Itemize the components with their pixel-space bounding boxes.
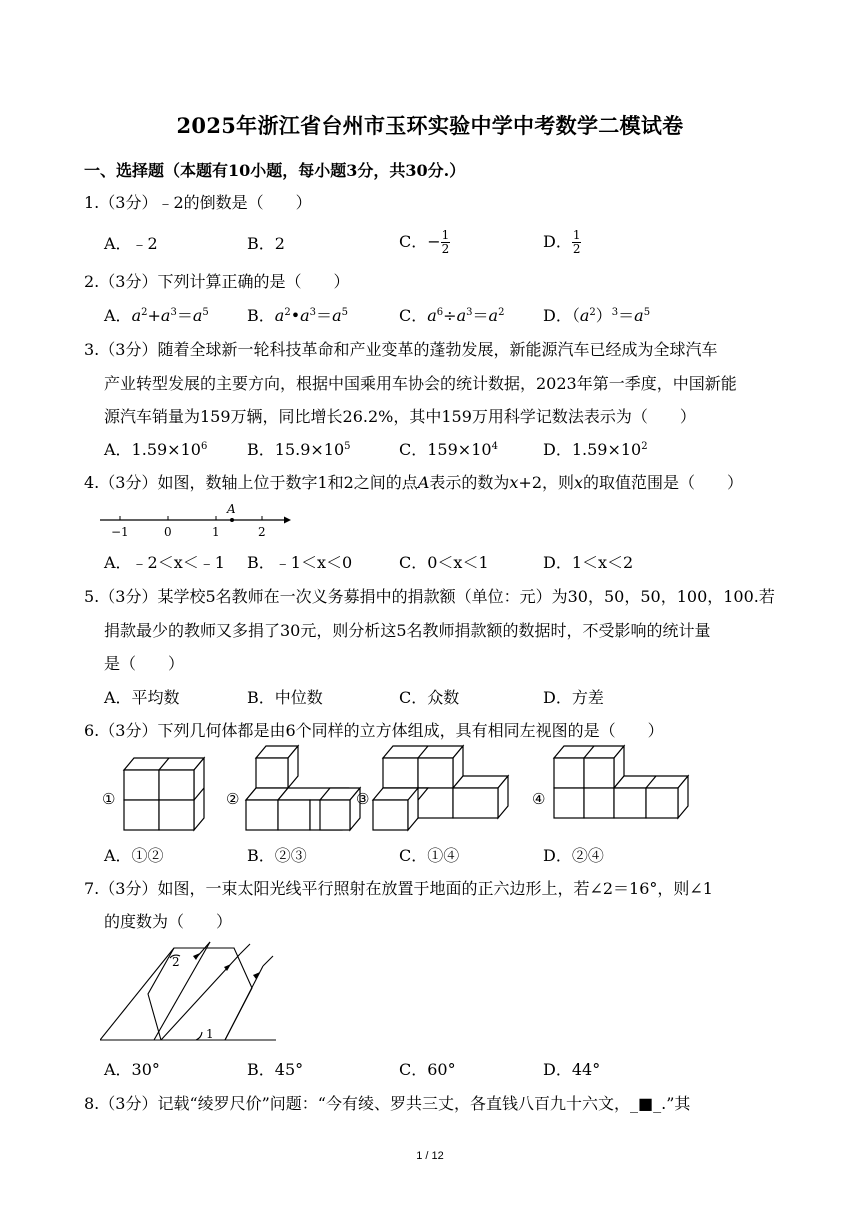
q7-option-c: C．60° — [399, 1060, 456, 1079]
figure-label-2: ② — [226, 790, 240, 808]
number-line-figure — [98, 500, 298, 540]
question-6-stem: 6.（3分）下列几何体都是由6个同样的立方体组成，具有相同左视图的是（ ） — [84, 721, 664, 740]
question-1-stem: 1.（3分）﹣2的倒数是（ ） — [84, 193, 312, 212]
q2-option-a: A．$a^2+a^3=a^5$ — [104, 306, 209, 325]
q5-option-c: C．众数 — [399, 688, 460, 707]
point-a-label: A — [227, 502, 236, 516]
cube-figures — [98, 742, 698, 834]
hexagon-sunlight-figure — [100, 940, 280, 1045]
q1-option-d: D． $\frac{1}{2}$ — [543, 228, 581, 256]
q7-option-b: B．45° — [247, 1060, 304, 1079]
q3-option-a: A．$1.59\times 10^6$ — [104, 440, 208, 459]
q2-option-c: C．$a^6\div a^3=a^2$ — [399, 306, 505, 325]
question-7-line1: 7.（3分）如图，一束太阳光线平行照射在放置于地面的正六边形上，若∠2＝16°，则∠1 — [84, 879, 713, 898]
q7-option-d: D．44° — [543, 1060, 601, 1079]
section-heading: 一、选择题（本题有10小题，每小题3分，共30分.） — [84, 161, 466, 180]
page-title: 2025年浙江省台州市玉环实验中学中考数学二模试卷 — [176, 113, 684, 138]
figure-label-1: ① — [102, 790, 116, 808]
q4-option-b: B．﹣1＜x＜0 — [247, 553, 353, 572]
figure-label-4: ④ — [532, 790, 546, 808]
question-5-line1: 5.（3分）某学校5名教师在一次义务募捐中的捐款额（单位：元）为30，50，50，100，100.若 — [84, 587, 775, 606]
figure-label-3: ③ — [356, 790, 370, 808]
tick-label: −1 — [111, 525, 129, 539]
tick-label: 0 — [164, 525, 172, 539]
q3-option-c: C．$159\times 10^4$ — [399, 440, 498, 459]
q4-option-a: A．﹣2＜x＜﹣1 — [104, 553, 225, 572]
q2-option-d: D．$(a^2)^3=a^5$ — [543, 306, 651, 325]
cube-figure-4 — [554, 746, 688, 818]
angle-1-label: 1 — [206, 1027, 214, 1041]
tick-label: 1 — [212, 525, 220, 539]
q1-option-a: A．﹣2 — [104, 234, 158, 253]
q3-option-b: B．$15.9\times 10^5$ — [247, 440, 351, 459]
question-8-line1: 8.（3分）记载“绫罗尺价”问题：“今有绫、罗共三丈，各直钱八百九十六文，_■_.”其 — [84, 1094, 691, 1113]
q4-option-d: D．1＜x＜2 — [543, 553, 634, 572]
question-7-line2: 的度数为（ ） — [104, 912, 233, 931]
q5-option-d: D．方差 — [543, 688, 604, 707]
cube-figure-2 — [246, 746, 360, 830]
q5-option-a: A．平均数 — [104, 688, 180, 707]
question-3-line1: 3.（3分）随着全球新一轮科技革命和产业变革的蓬勃发展，新能源汽车已经成为全球汽车 — [84, 340, 718, 359]
page-number: 1 / 12 — [416, 1150, 444, 1162]
question-2-stem: 2.（3分）下列计算正确的是（ ） — [84, 272, 350, 291]
question-3-line3: 源汽车销量为159万辆，同比增长26.2%，其中159万用科学记数法表示为（ ） — [104, 407, 696, 426]
q5-option-b: B．中位数 — [247, 688, 323, 707]
point-a — [230, 518, 234, 522]
q7-option-a: A．30° — [104, 1060, 160, 1079]
question-5-line2: 捐款最少的教师又多捐了30元，则分析这5名教师捐款额的数据时，不受影响的统计量 — [104, 621, 711, 640]
q6-option-a: A．①② — [104, 846, 164, 865]
q1-option-b: B．2 — [247, 234, 285, 253]
tick-label: 2 — [258, 525, 266, 539]
q4-option-c: C．0＜x＜1 — [399, 553, 489, 572]
q1-option-c: C．− $\frac{1}{2}$ — [399, 228, 450, 256]
cube-figure-1 — [124, 758, 204, 830]
q6-option-c: C．①④ — [399, 846, 460, 865]
question-3-line2: 产业转型发展的主要方向，根据中国乘用车协会的统计数据，2023年第一季度，中国新能 — [104, 374, 737, 393]
q6-option-d: D．②④ — [543, 846, 604, 865]
q6-option-b: B．②③ — [247, 846, 307, 865]
q2-option-b: B．$a^2•a^3=a^5$ — [247, 306, 348, 325]
q3-option-d: D．$1.59\times 10^2$ — [543, 440, 648, 459]
question-5-line3: 是（ ） — [104, 654, 185, 673]
angle-2-label: 2 — [172, 955, 180, 969]
cube-figure-3 — [373, 746, 508, 830]
question-4-stem: 4.（3分）如图，数轴上位于数字1和2之间的点A表示的数为x+2，则x的取值范围是（ ） — [84, 473, 744, 492]
